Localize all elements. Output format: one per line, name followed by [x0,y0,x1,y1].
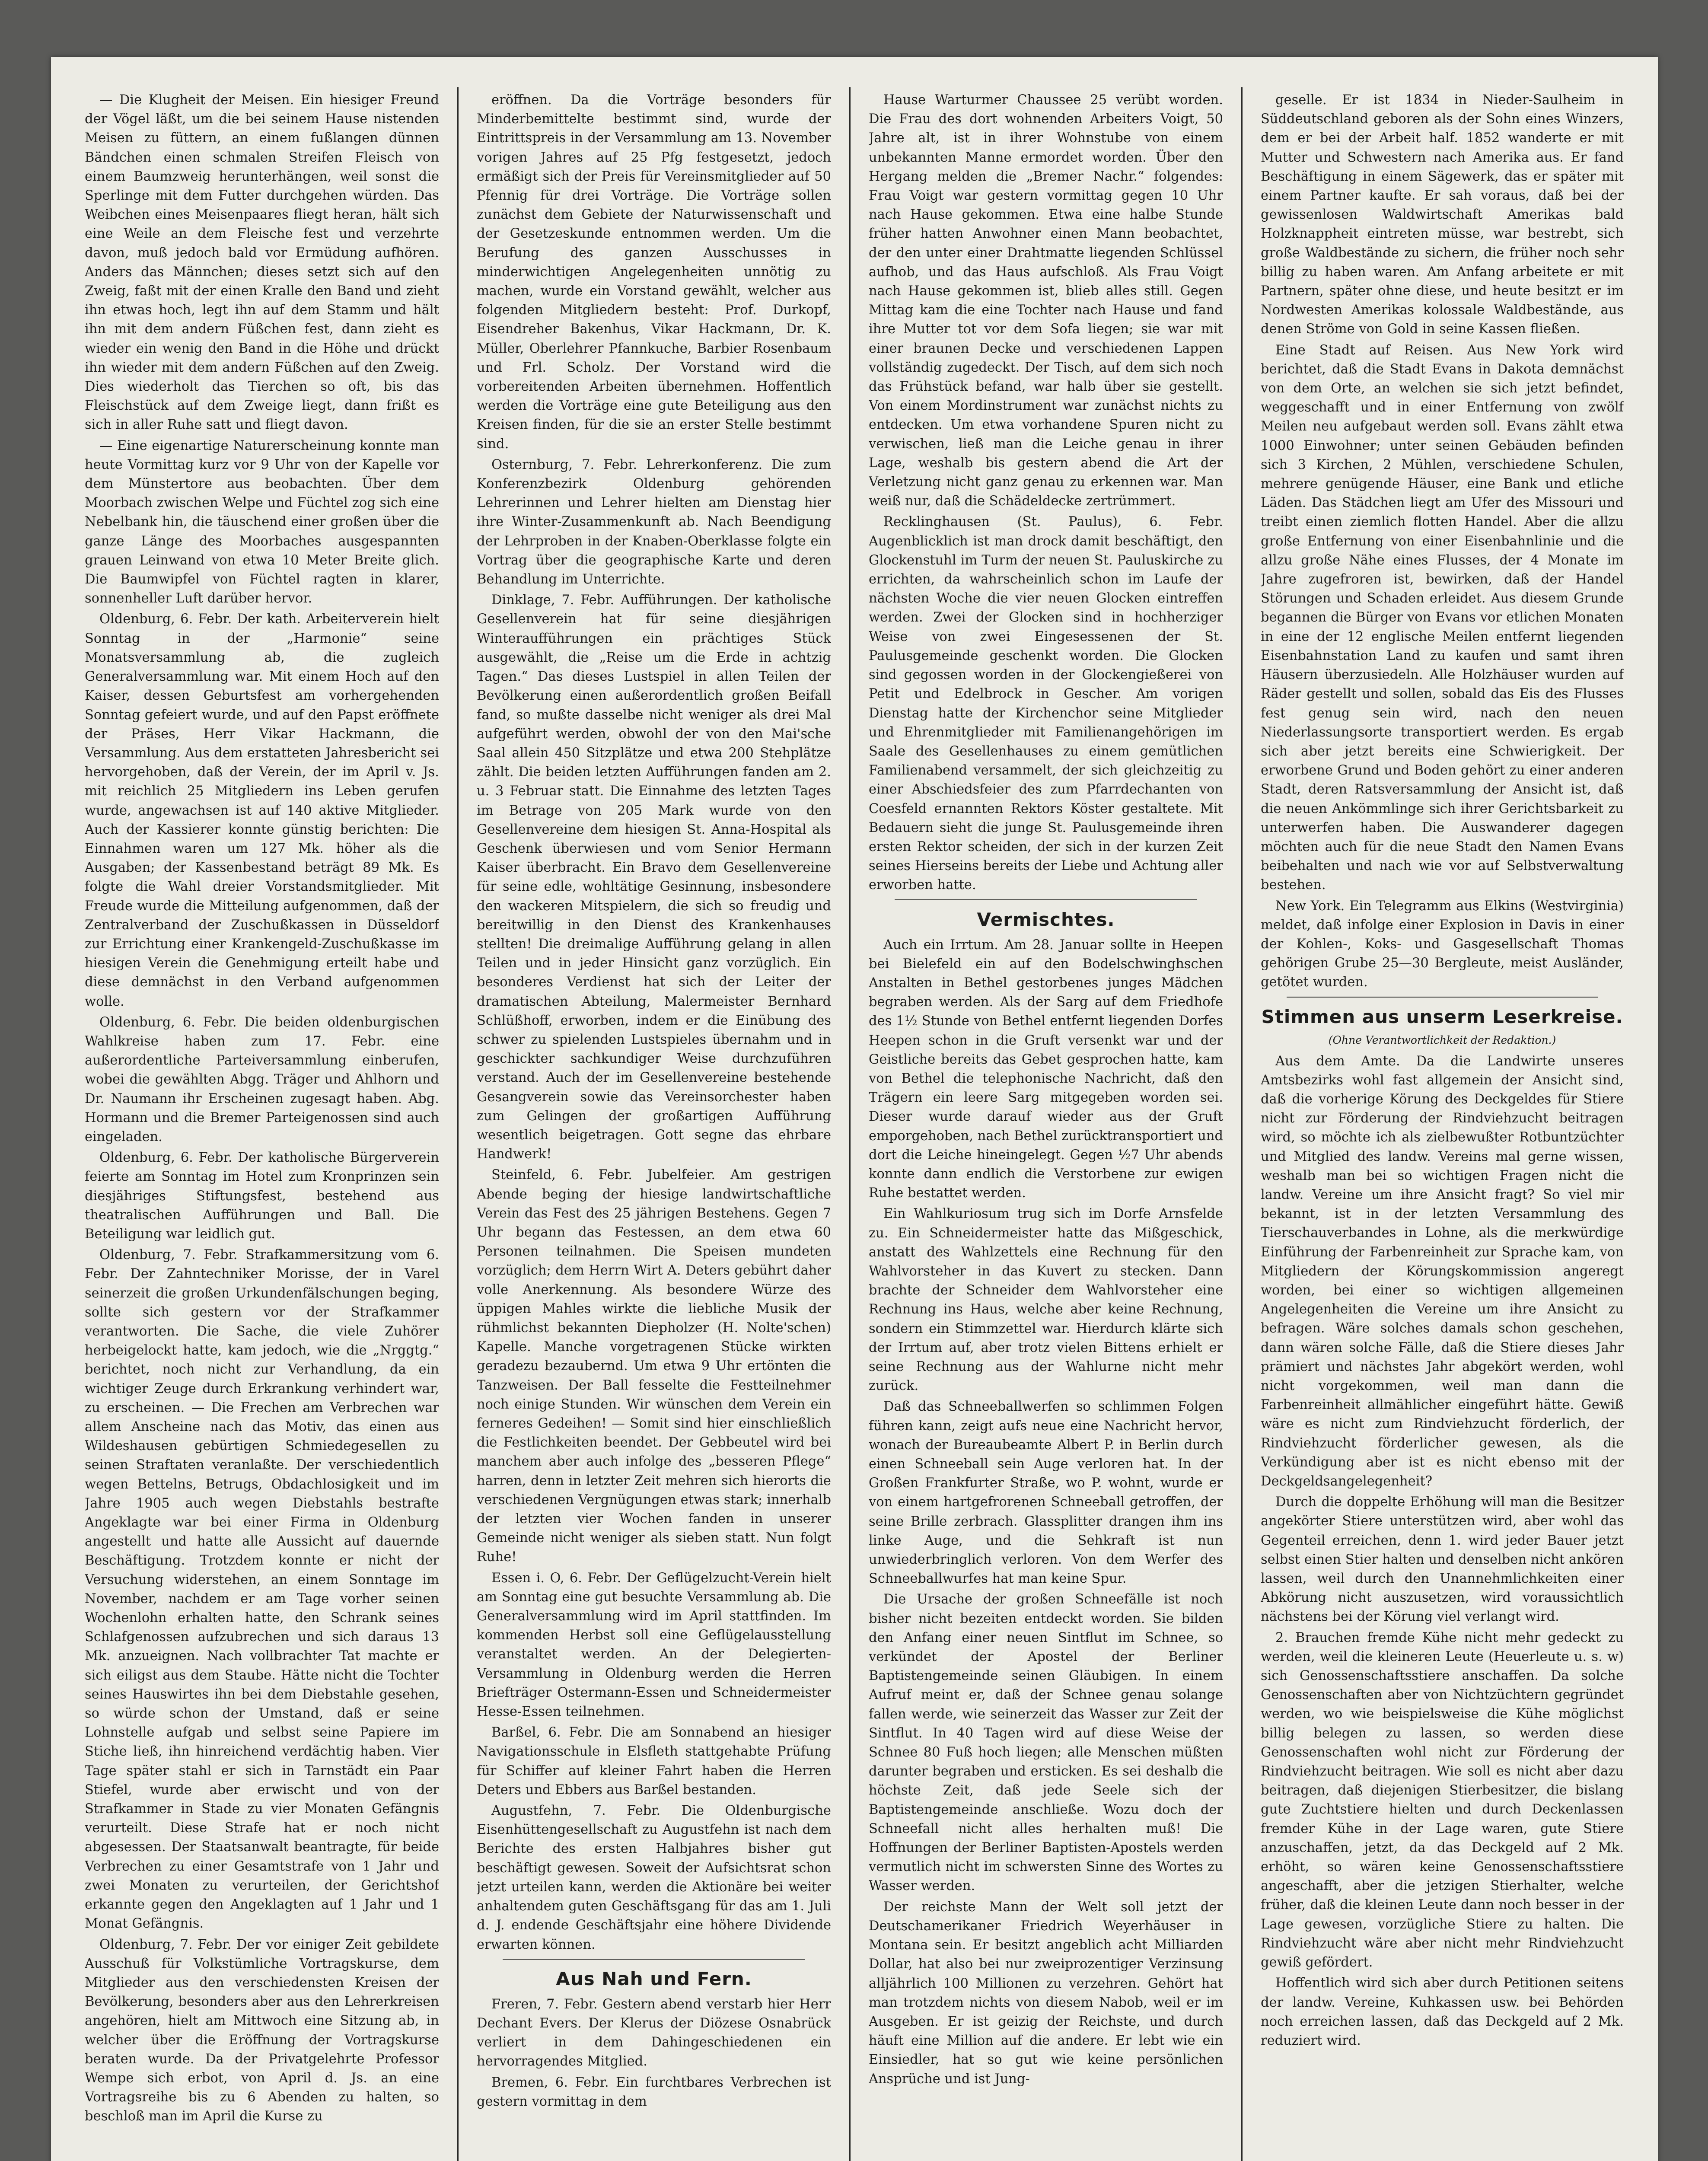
article-wahlkuriosum: Ein Wahlkuriosum trug sich im Dorfe Arnsfelde zu. Ein Schneidermeister hatte das Mißgeschick, anstatt des Wahlzettels eine Rechnung für den Wahlvorsteher in das Kuvert zu stecken. Dann brachte der Schneider dem Wahlvorsteher eine Rechnung ins Haus, welche aber keine Rechnung, sondern ein Stimmzettel war. Hierdurch klärte sich der Irrtum auf, aber trotz vielen Bittens erhielt er seine Rechnung aus der Wahlurne nicht mehr zurück. [869,1206,1223,1394]
article-dinklage: Dinklage, 7. Febr. Aufführungen. Der katholische Gesellenverein hat für seine diesjährigen Winteraufführungen ein prächtiges Stück ausgewählt, die „Reise um die Erde in achtzig Tagen.“ Das dieses Lustspiel in allen Teilen der Bevölkerung einen außerordentlich großen Beifall fand, so mußte dasselbe nicht weniger als drei Mal aufgeführt werden, obwohl der von den Mai'sche Saal allein 450 Sitzplätze und etwa 200 Stehplätze zählt. Die beiden letzten Aufführungen fanden am 2. u. 3 Februar statt. Die Einnahme des letzten Tages im Betrage von 205 Mark wurde von den Gesellenvereine dem hiesigen St. Anna-Hospital als Geschenk überwiesen und vom Senior Hermann Kaiser überbracht. Ein Bravo dem Gesellenvereine für seine edle, wohltätige Gesinnung, insbesondere den wackeren Mitspielern, die sich so freudig und bereitwillig in den Dienst des Krankenhauses stellten! Die dreimalige Aufführung gelang in allen Teilen und in jeder Hinsicht ganz vorzüglich. Ein besonderes Verdienst hat sich der Leiter der dramatischen Abteilung, Malermeister Bernhard Schlüßhoff, erworben, indem er die Einübung des schwer zu spielenden Lustspieles übernahm und in geschickter sachkundiger Weise durchzuführen verstand. Auch der im Gesellenvereine bestehende Gesangverein sowie das Vereinsorchester haben zum Gelingen der großartigen Aufführung wesentlich beigetragen. Gott segne das ehrbare Handwerk! [477,593,831,1162]
letter-closing: Hoffentlich wird sich aber durch Petitionen seitens der landw. Vereine, Kuhkassen usw. bei Behörden noch erreichen lassen, daß das Deckgeld auf 2 Mk. reduziert wird. [1261,1976,1624,2048]
article-bremen: Bremen, 6. Febr. Ein furchtbares Verbrechen ist gestern vormittag in dem [477,2075,831,2109]
article-irrtum: Auch ein Irrtum. Am 28. Januar sollte in Heepen bei Bielefeld ein auf den Bodelschwinghschen Anstalten in Bethel gestorbenes junges Mädchen begraben werden. Als der Sarg auf dem Friedhofe des 1½ Stunde von Bethel entfernt liegenden Dorfes Heepen schon in die Gruft versenkt war und der Geistliche bereits das Gebet gesprochen hatte, kam von Bethel die telephonische Nachricht, daß den Trägern ein leere Sarg mitgegeben worden sei. Dieser wurde darauf wieder aus der Gruft emporgehoben, nach Bethel zurücktransportiert und dort die Leiche hineingelegt. Gegen ½7 Uhr abends konnte dann endlich die Verstorbene zur ewigen Ruhe bestattet werden. [869,937,1223,1201]
article-buergerverein: Oldenburg, 6. Febr. Der katholische Bürgerverein feierte am Sonntag im Hotel zum Kronprinzen sein diesjähriges Stiftungsfest, bestehend aus theatralischen Aufführungen und Ball. Die Beteiligung war leidlich gut. [85,1150,439,1242]
column-rule [849,87,851,2161]
article-reichster-mann-cont: geselle. Er ist 1834 in Nieder-Saulheim in Süddeutschland geboren als der Sohn eines Winzers, dem er bei der Arbeit half. 1852 wanderte er mit Mutter und Schwestern nach Amerika aus. Er fand Beschäftigung in einem Sägewerk, das er später mit einem Partner kaufte. Er sah voraus, daß bei der gewissenlosen Waldwirtschaft Amerikas bald Holzknappheit eintreten müsse, war bestrebt, sich große Waldbestände zu sichern, die früher noch sehr billig zu haben waren. Am Anfang arbeitete er mit Partnern, später ohne diese, und heute besitzt er im Nordwesten Amerikas kolossale Waldbestände, aus denen Ströme von Gold in seine Kassen fließen. [1261,92,1624,337]
article-bremen-cont: Hause Warturmer Chaussee 25 verübt worden. Die Frau des dort wohnenden Arbeiters Voigt, 50 Jahre alt, ist in ihrer Wohnstube von einem unbekannten Manne ermordet worden. Über den Hergang melden die „Bremer Nachr.“ folgendes: Frau Voigt war gestern vormittag gegen 10 Uhr nach Hause gekommen. Etwa eine halbe Stunde früher hatten Anwohner einen Mann beobachtet, der den unter einer Drahtmatte liegenden Schlüssel aufhob, und das Haus aufschloß. Als Frau Voigt nach Hause gekommen ist, blieb alles still. Gegen Mittag kam die eine Tochter nach Hause und fand ihre Mutter tot vor dem Sofa liegen; sie war mit einer braunen Decke und verschiedenen Lappen vollständig zugedeckt. Der Tisch, auf dem sich noch das Frühstück befand, war halb über sie gestellt. Von einem Mordinstrument war zunächst nichts zu entdecken. Um etwa vorhandene Spuren nicht zu verwischen, ließ man die Leiche genau in ihrer Lage, weshalb bis gestern abend die Art der Verletzung nicht ganz genau zu erkennen war. Man weiß nur, daß die Schädeldecke zertrümmert. [869,92,1223,509]
newspaper-page [51,57,1658,2161]
column-rule [1241,87,1243,2161]
column-4 [1261,91,1624,2161]
section-subheading: (Ohne Verantwortlichkeit der Redaktion.) [1328,1033,1556,1046]
section-heading-vermischtes: Vermischtes. [977,908,1115,930]
article-strafkammer: Oldenburg, 7. Febr. Strafkammersitzung vom 6. Febr. Der Zahntechniker Morisse, der in Varel seinerzeit die großen Urkundenfälschungen beging, sollte sich gestern vor der Strafkammer verantworten. Die Sache, die viele Zuhörer herbeigelockt hatte, kam jedoch, wie die „Nrggtg.“ berichtet, noch nicht zur Verhandlung, da ein wichtiger Zeuge durch Erkrankung verhindert war, zu erscheinen. — Die Frechen am Verbrechen war allem Anscheine nach das Motiv, das einen aus Wildeshausen gebürtigen Schmiedegesellen zu seinen Straftaten veranlaßte. Der verschiedentlich wegen Bettelns, Betrugs, Obdachlosigkeit und im Jahre 1905 auch wegen Diebstahls bestrafte Angeklagte war bei einer Firma in Oldenburg angestellt und hatte alle Aussicht auf dauernde Beschäftigung. Trotzdem konnte er nicht der Versuchung widerstehen, an einem Sonntage im November, nachdem er am Tage vorher seinen Wochenlohn erhalten hatte, den Schrank seines Schlafgenossen aufzubrechen und sich daraus 13 Mk. anzueignen. Nach vollbrachter Tat machte er sich eiligst aus dem Staube. Hätte nicht die Tochter seines Hauswirtes ihn bei dem Diebstahle gesehen, so würde schon der Umstand, daß er seine Lohnstelle aufgab und selbst seine Papiere im Stiche ließ, ihn hinreichend verdächtig haben. Vier Tage später stahl er sich in Tarnstädt ein Paar Stiefel, wurde aber erwischt und von der Strafkammer in Stade zu vier Monaten Gefängnis verurteilt. Diese Strafe hat er noch nicht abgesessen. Der Staatsanwalt beantragte, für beide Verbrechen zu einer Gesamtstrafe von 1 Jahr und zwei Monaten zu verurteilen, der Gerichtshof erkannte gegen den Angeklagten auf 1 Jahr und 1 Monat Gefängnis. [85,1247,439,1932]
article-freren: Freren, 7. Febr. Gestern abend verstarb hier Herr Dechant Evers. Der Klerus der Diözese Osnabrück verliert in dem Dahingeschiedenen ein hervorragendes Mitglied. [477,1996,831,2069]
section-heading-aus-nah-und-fern: Aus Nah und Fern. [556,1968,752,1989]
column-rule [457,87,459,2161]
letter-point-2: 2. Brauchen fremde Kühe nicht mehr gedeckt zu werden, weil die kleineren Leute (Heuerleute u. s. w) sich Genossenschaftsstiere anschaffen. Da solche Genossenschaften aber von Nichtzüchtern gegründet werden, wo wie beispielsweise die Kühe möglichst billig belegen zu lassen, so werden diese Genossenschaften wohl nicht zur Förderung der Rindviehzucht beitragen. Wie soll es nicht aber dazu beitragen, daß diejenigen Stierbesitzer, die bislang gute Zuchtstiere hielten und durch Deckenlassen fremder Kühe in der Lage waren, gute Stiere anzuschaffen, jetzt, da das Deckgeld auf 2 Mk. erhöht, so wären keine Genossenschaftsstiere angeschafft, aber die jetzigen Stierhalter, welche früher, daß die kleinen Leute dann noch besser in der Lage gewesen, vorzügliche Stiere zu halten. Die Rindviehzucht wäre aber nicht mehr Rindviehzucht gewiß gefördert. [1261,1630,1624,1970]
article-schneeball: Daß das Schneeballwerfen so schlimmen Folgen führen kann, zeigt aufs neue eine Nachricht hervor, wonach der Bureaubeamte Albert P. in Berlin durch einen Schneeball sein Auge verloren hat. In der Großen Frankfurter Straße, wo P. wohnt, wurde er von einem hartgefrorenen Schneeball getroffen, der seine Brille zerbrach. Glassplitter drangen ihm ins linke Auge, und die Sehkraft ist nun unwiederbringlich verloren. Von dem Werfer des Schneeballwurfes hat man keine Spur. [869,1399,1223,1587]
article-augustfehn: Augustfehn, 7. Febr. Die Oldenburgische Eisenhüttengesellschaft zu Augustfehn ist nach dem Berichte des ersten Halbjahres bisher gut beschäftigt gewesen. Soweit der Aufsichtsrat schon jetzt urteilen kann, werden die Aktionäre bei weiter anhaltendem guten Geschäftsgang für das am 1. Juli d. J. endende Geschäftsjahr eine höhere Dividende erwarten können. [477,1803,831,1952]
article-new-york: New York. Ein Telegramm aus Elkins (Westvirginia) meldet, daß infolge einer Explosion in Davis in einer der Kohlen-, Koks- und Gasgesellschaft Thomas gehörigen Grube 25—30 Bergleute, meist Ausländer, getötet wurden. [1261,898,1624,990]
article-naturerscheinung: — Eine eigenartige Naturerscheinung konnte man heute Vormittag kurz vor 9 Uhr von der Kapelle vor dem Münstertore aus beobachten. Über dem Moorbach zwischen Welpe und Füchtel zog sich eine Nebelbank hin, die täuschend einer großen über die ganze Länge des Moorbaches ausgespannten grauen Leinwand von etwa 10 Meter Breite glich. Die Baumwipfel von Füchtel ragten in klarer, sonnenheller Luft darüber hervor. [85,438,439,606]
article-steinfeld: Steinfeld, 6. Febr. Jubelfeier. Am gestrigen Abende beging der hiesige landwirtschaftliche Verein das Fest des 25 jährigen Bestehens. Gegen 7 Uhr begann das Festessen, an dem etwa 60 Personen teilnahmen. Die Speisen mundeten vorzüglich; dem Herrn Wirt A. Deters gebührt daher volle Anerkennung. Als besondere Würze des üppigen Mahles wirkte die liebliche Musik der rühmlichst bekannten Diepholzer (H. Nolte'schen) Kapelle. Manche vorgetragenen Stücke wirkten geradezu bezaubernd. Um etwa 9 Uhr ertönten die Tanzweisen. Der Ball fesselte die Festteilnehmer noch einige Stunden. Wir wünschen dem Verein ein ferneres Gedeihen! — Somit sind hier einschließlich die Festlichkeiten beendet. Der Gebbeutel wird bei manchem aber auch infolge des „besseren Pflege“ harren, denn in letzter Zeit mehren sich hierorts die verschiedenen Vergnügungen etwas stark; innerhalb der letzten vier Wochen fanden in unserer Gemeinde nicht weniger als sieben statt. Nun folgt Ruhe! [477,1167,831,1565]
article-recklinghausen: Recklinghausen (St. Paulus), 6. Febr. Augenblicklich ist man drock damit beschäftigt, den Glockenstuhl im Turm der neuen St. Pauluskirche zu errichten, da wahrscheinlich schon im Laufe der nächsten Woche die vier neuen Glocken eintreffen werden. Zwei der Glocken sind in hochherziger Weise von zwei Eingesessenen der St. Paulusgemeinde geschenkt worden. Die Glocken sind gegossen worden in der Glockengießerei von Petit und Edelbrock in Gescher. Am vorigen Dienstag hatte der Kirchenchor seine Mitglieder und Ehrenmitglieder mit Familienangehörigen im Saale des Gesellenhauses zu einem gemütlichen Familienabend versammelt, der sich gleichzeitig zu einer Abschiedsfeier des zum Pfarrdechanten von Coesfeld ernannten Rektors Köster gestaltete. Mit Bedauern sieht die junge St. Paulusgemeinde ihren ersten Rektor scheiden, der sich in der kurzen Zeit seines Hierseins bereits der Liebe und Achtung aller erworben hatte. [869,514,1223,893]
article-reichster-mann: Der reichste Mann der Welt soll jetzt der Deutschamerikaner Friedrich Weyerhäuser in Montana sein. Er besitzt angeblich acht Milliarden Dollar, hat also bei nur zweiprozentiger Verzinsung alljährlich 100 Millionen zu verzehren. Gehört hat man trotzdem nichts von diesem Nabob, weil er im Ausgeben. Er ist geizig der Reichste, und durch häuft eine Million auf die andere. Er lebt wie ein Einsiedler, hat so gut wie keine persönlichen Ansprüche und ist Jung- [869,1899,1223,2087]
column-1 [85,91,439,2161]
article-stadt-auf-reisen: Eine Stadt auf Reisen. Aus New York wird berichtet, daß die Stadt Evans in Dakota demnächst von dem Orte, an welchen sie sich jetzt befindet, weggeschafft und in einer Entfernung von zwölf Meilen neu aufgebaut werden soll. Evans zählt etwa 1000 Einwohner; unter seinen Gebäuden befinden sich 3 Kirchen, 2 Mühlen, verschiedene Schulen, mehrere genügende Häuser, eine Bank und etliche Läden. Das Städchen liegt am Ufer des Missouri und treibt einen ziemlich flotten Handel. Aber die allzu große Entfernung von einer Eisenbahnlinie und die allzu große Nähe eines Flusses, der 4 Monate im Jahre zugefroren ist, bewirken, daß der Handel Störungen und Schaden erleidet. Aus diesem Grunde begannen die Bürger von Evans vor etlichen Monaten in eine der 12 englische Meilen entfernt liegenden Eisenbahnstation Land zu kaufen und samt ihren Häusern überzusiedeln. Alle Holzhäuser wurden auf Räder gestellt und sollen, sobald das Eis des Flusses fest genug sein wird, nach den neuen Niederlassungsorte transportiert werden. Es ergab sich aber jetzt bereits eine Schwierigkeit. Der erworbene Grund und Boden gehört zu einer anderen Stadt, deren Ratsversammlung der Ansicht ist, daß die neuen Ankömmlinge sich ihrer Gerichtsbarkeit zu unterwerfen haben. Die Auswanderer dagegen möchten auch für die neue Stadt den Namen Evans beibehalten und nach wie vor auf Selbstverwaltung bestehen. [1261,342,1624,893]
article-arbeiterverein: Oldenburg, 6. Febr. Der kath. Arbeiterverein hielt Sonntag in der „Harmonie“ seine Monatsversammlung ab, die zugleich Generalversammlung war. Mit einem Hoch auf den Kaiser, dessen Geburtsfest am vorhergehenden Sonntag gefeiert wurde, und auf den Papst eröffnete der Präses, Herr Vikar Hackmann, die Versammlung. Aus dem erstatteten Jahresbericht sei hervorgehoben, daß der Verein, der im April v. Js. mit reichlich 25 Mitgliedern ins Leben gerufen wurde, angewachsen ist auf 140 aktive Mitglieder. Auch der Kassierer konnte günstig berichten: Die Einnahmen waren um 127 Mk. höher als die Ausgaben; der Kassenbestand beträgt 89 Mk. Es folgte die Wahl dreier Vorstandsmitglieder. Mit Freude wurde die Mitteilung aufgenommen, daß der Zentralverband der Zuschußkassen in Düsseldorf zur Errichtung einer Krankengeld-Zuschußkasse im hiesigen Verein die Genehmigung erteilt habe und diese demnächst in den Verband aufgenommen wolle. [85,612,439,1009]
column-3 [869,91,1223,2161]
article-meisen: — Die Klugheit der Meisen. Ein hiesiger Freund der Vögel läßt, um die bei seinem Hause nistenden Meisen zu füttern, an einem fußlangen dünnen Bändchen einen schmalen Streifen Fleisch von einem Baumzweig herunterhängen, weil sonst die Sperlinge mit dem Futter durchgehen würden. Das Weibchen eines Meisenpaares fliegt heran, hält sich eine Weile an dem Fleische fest und verzehrte davon, muß jedoch bald vor Ermüdung aufhören. Anders das Männchen; dieses setzt sich auf den Zweig, faßt mit der einen Kralle den Band und zieht ihn etwas hoch, legt ihn auf dem Stamm und hält ihn mit dem andern Füßchen fest, dann zieht es wieder ein wenig den Band in die Höhe und drückt ihn wieder mit dem andern Füßchen auf den Zweig. Dies wiederholt das Tierchen so oft, bis das Fleischstück auf dem Zweige liegt, dann frißt es sich in aller Ruhe satt und fliegt davon. [85,92,439,433]
article-wahlkreise: Oldenburg, 6. Febr. Die beiden oldenburgischen Wahlkreise haben zum 17. Febr. eine außerordentliche Parteiversammlung einberufen, wobei die gewählten Abgg. Träger und Ahlhorn und Dr. Naumann ihr Erscheinen zugesagt haben. Abg. Hormann und die Bremer Parteigenossen sind auch eingeladen. [85,1014,439,1144]
article-vortragskurse: Oldenburg, 7. Febr. Der vor einiger Zeit gebildete Ausschuß für Volkstümliche Vortragskurse, dem Mitglieder aus den verschiedensten Kreisen der Bevölkerung, besonders aber aus den Lehrerkreisen angehören, hielt am Mittwoch eine Sitzung ab, in welcher über die Eröffnung der Vortragskurse beraten wurde. Da der Privatgelehrte Professor Wempe sich erbot, von April d. Js. an eine Vortragsreihe bis zu 6 Abenden zu halten, so beschloß man im April die Kurse zu [85,1937,439,2124]
section-heading-leserkreise: Stimmen aus unserm Leserkreise. [1261,1006,1623,1027]
section-divider [1287,997,1598,998]
article-barssel: Barßel, 6. Febr. Die am Sonnabend an hiesiger Navigationsschule in Elsfleth stattgehabte Prüfung für Schiffer auf kleiner Fahrt haben die Herren Deters und Ebbers aus Barßel bestanden. [477,1725,831,1798]
article-schneefaelle: Die Ursache der großen Schneefälle ist noch bisher nicht bezeiten entdeckt worden. Sie bilden den Anfang einer neuen Sintflut im Schnee, so verkündet der Apostel der Berliner Baptistengemeinde seinen Gläubigen. In einem Aufruf meint er, daß der Schnee genau solange fallen werde, wie seinerzeit das Wasser zur Zeit der Sintflut. In 40 Tagen wird auf diese Weise der Schnee 80 Fuß hoch liegen; alle Menschen müßten darunter begraben und ersticken. Es sei deshalb die höchste Zeit, daß jede Seele sich der Baptistengemeinde anschließe. Wozu doch der Schneefall nicht alles herhalten muß! Die Hoffnungen der Berliner Baptisten-Apostels werden vermutlich nicht im schwersten Sinne des Wortes zu Wasser werden. [869,1592,1223,1894]
column-2 [477,91,831,2161]
article-essen: Essen i. O, 6. Febr. Der Geflügelzucht-Verein hielt am Sonntag eine gut besuchte Versammlung ab. Die Generalversammlung wird im April stattfinden. Im kommenden Herbst soll eine Geflügelausstellung veranstaltet werden. An der Delegierten-Versammlung in Oldenburg werden die Herren Briefträger Ostermann-Essen und Schneidermeister Hesse-Essen teilnehmen. [477,1570,831,1720]
section-divider [895,899,1197,900]
letter-aus-dem-amte: Aus dem Amte. Da die Landwirte unseres Amtsbezirks wohl fast allgemein der Ansicht sind, daß die vorherige Körung des Deckgeldes für Stiere nicht zur Förderung der Rindviehzucht beitragen wird, so möchte ich als zielbewußter Rotbuntzüchter und Mitglied des landw. Vereins mal gerne wissen, weshalb man bei so wichtigen Fragen nicht die landw. Vereine um ihre Ansicht fragt? So viel mir bekannt, ist in der letzten Versammlung des Tierschauverbandes in Lohne, als die merkwürdige Einführung der Farbenreinheit zur Sprache kam, von Mitgliedern der Körungskommission angeregt worden, bei einer so wichtigen allgemeinen Angelegenheiten die Vereine um ihre Ansicht zu befragen. Wäre solches damals schon geschehen, dann wären solche Fälle, daß die Stiere dieses Jahr prämiert und nächstes Jahr abgekört werden, wohl nicht vorgekommen, weil man dann die Farbenreinheit allmählicher eingeführt hätte. Gewiß wäre es nicht zum Rindviehzucht förderlich, der Rindviehzucht förderlicher gewesen, als die Verkündigung aber ist es nicht ebenso mit der Deckgeldsangelegenheit? [1261,1053,1624,1489]
letter-point-1: Durch die doppelte Erhöhung will man die Besitzer angekörter Stiere unterstützen wird, aber wohl das Gegenteil erreichen, denn 1. wird jeder Bauer jetzt selbst einen Stier halten und denselben nicht ankören lassen, weil durch den Unannehmlichkeiten einer Abkörung nicht auszusetzen, wird voraussichtlich nächstens bei der Körung viel verlangt wird. [1261,1495,1624,1625]
section-divider [503,1959,805,1960]
article-vortragskurse-cont: eröffnen. Da die Vorträge besonders für Minderbemittelte bestimmt sind, wurde der Eintrittspreis in der Versammlung am 13. November vorigen Jahres auf 25 Pfg festgesetzt, jedoch ermäßigt sich der Preis für Vereinsmitglieder auf 50 Pfennig für drei Vorträge. Die Vorträge sollen zunächst dem Gebiete der Naturwissenschaft und der Gesetzeskunde entnommen werden. Um die Berufung des ganzen Ausschusses in minderwichtigen Angelegenheiten unnötig zu machen, wurde ein Vorstand gewählt, welcher aus folgenden Mitgliedern besteht: Prof. Durkopf, Eisendreher Bakenhus, Vikar Hackmann, Dr. K. Müller, Oberlehrer Pfannkuche, Barbier Rosenbaum und Frl. Scholz. Der Vorstand wird die vorbereitenden Arbeiten übernehmen. Hoffentlich werden die Vorträge eine gute Beteiligung aus den Kreisen finden, für die sie an erster Stelle bestimmt sind. [477,92,831,452]
article-lehrerkonferenz: Osternburg, 7. Febr. Lehrerkonferenz. Die zum Konferenzbezirk Oldenburg gehörenden Lehrerinnen und Lehrer hielten am Dienstag hier ihre Winter-Zusammenkunft ab. Nach Beendigung der Lehrproben in der Knaben-Oberklasse folgte ein Vortrag über die geographische Karte und deren Behandlung im Unterrichte. [477,457,831,587]
